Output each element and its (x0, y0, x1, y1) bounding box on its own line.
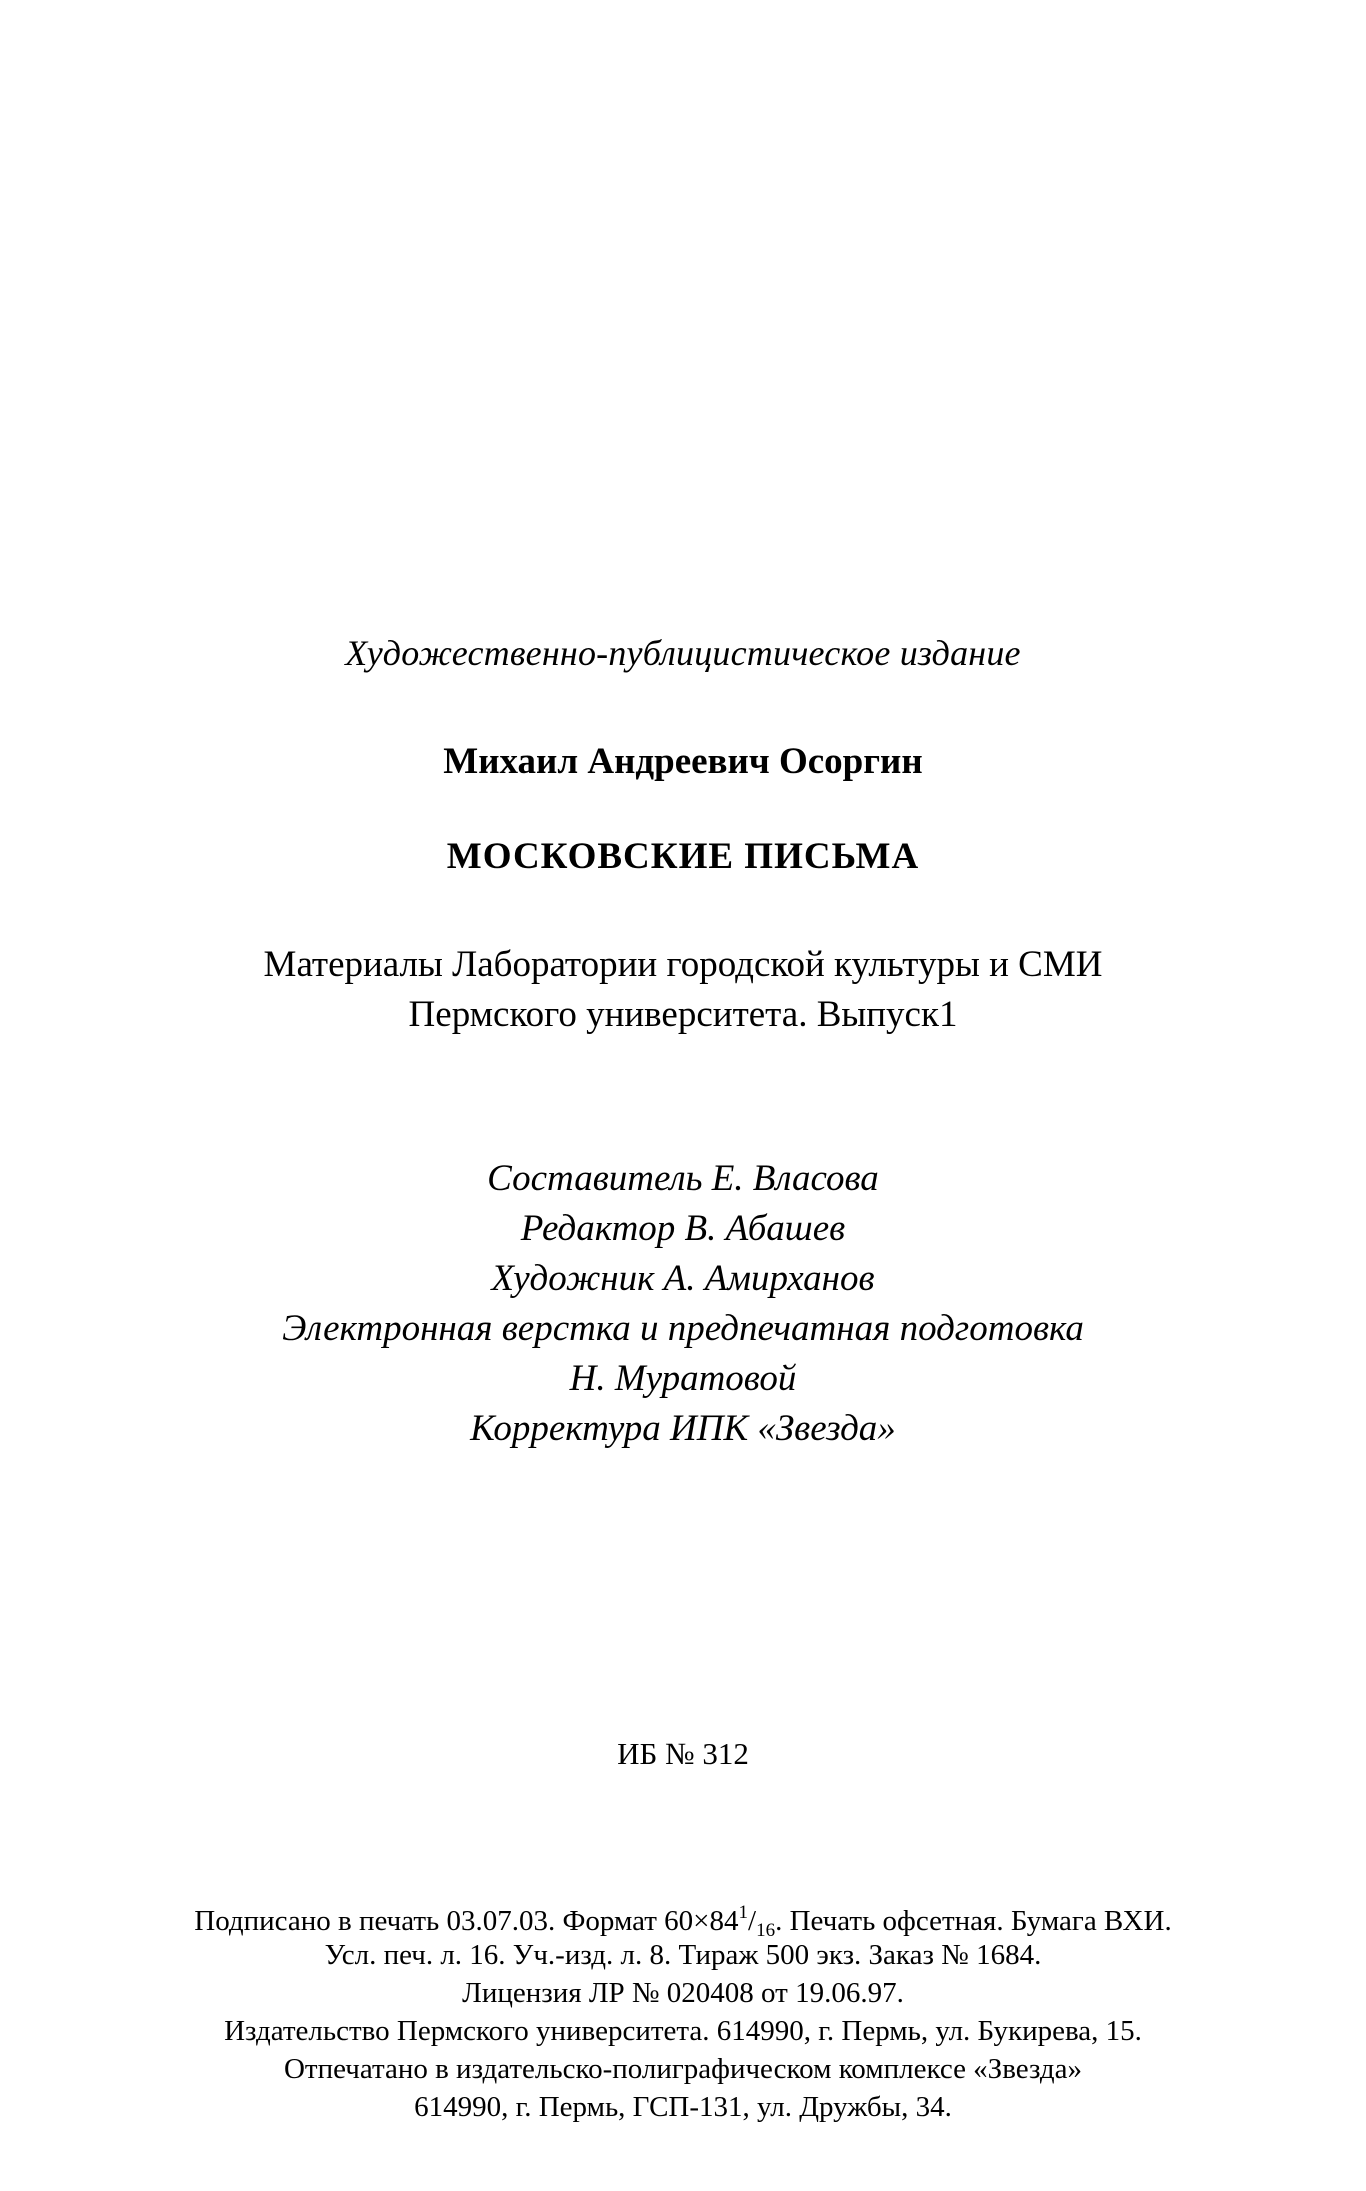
imprint-line-2: Усл. печ. л. 16. Уч.-изд. л. 8. Тираж 500 экз. Заказ № 1684. (324, 1939, 1042, 1971)
imprint-format-text: Подписано в печать 03.07.03. Формат 60×84 (194, 1905, 739, 1937)
credit-layout: Электронная верстка и предпечатная подготовка (282, 1308, 1084, 1349)
imprint-printer: Отпечатано в издательско-полиграфическом комплексе «Звезда» (283, 2053, 1083, 2085)
credit-layout-name: Н. Муратовой (569, 1358, 797, 1399)
credit-compiler: Составитель Е. Власова (487, 1158, 879, 1199)
imprint-printer-address: 614990, г. Пермь, ГСП-131, ул. Дружбы, 34. (414, 2091, 952, 2123)
format-fraction-slash: / (748, 1905, 757, 1937)
format-fraction-numerator: 1 (738, 1902, 749, 1923)
imprint-print-paper-text: . Печать офсетная. Бумага ВХИ. (775, 1905, 1172, 1937)
author-name: Михаил Андреевич Осоргин (443, 741, 923, 782)
ib-number: ИБ № 312 (617, 1736, 749, 1771)
series-line-2: Пермского университета. Выпуск1 (408, 994, 958, 1035)
credit-artist: Художник А. Амирханов (491, 1258, 875, 1299)
imprint-publisher: Издательство Пермского университета. 614990, г. Пермь, ул. Букирева, 15. (224, 2015, 1142, 2047)
imprint-license: Лицензия ЛР № 020408 от 19.06.97. (462, 1977, 904, 2009)
format-fraction-denominator: 16 (756, 1920, 776, 1941)
imprint-line-1 (0, 1903, 1366, 1940)
publication-genre: Художественно-публицистическое издание (345, 633, 1021, 673)
book-title: МОСКОВСКИЕ ПИСЬМА (446, 836, 920, 877)
series-line-1: Материалы Лаборатории городской культуры и СМИ (263, 944, 1103, 985)
credit-editor: Редактор В. Абашев (520, 1208, 846, 1249)
credit-proofreading: Корректура ИПК «Звезда» (470, 1408, 896, 1449)
